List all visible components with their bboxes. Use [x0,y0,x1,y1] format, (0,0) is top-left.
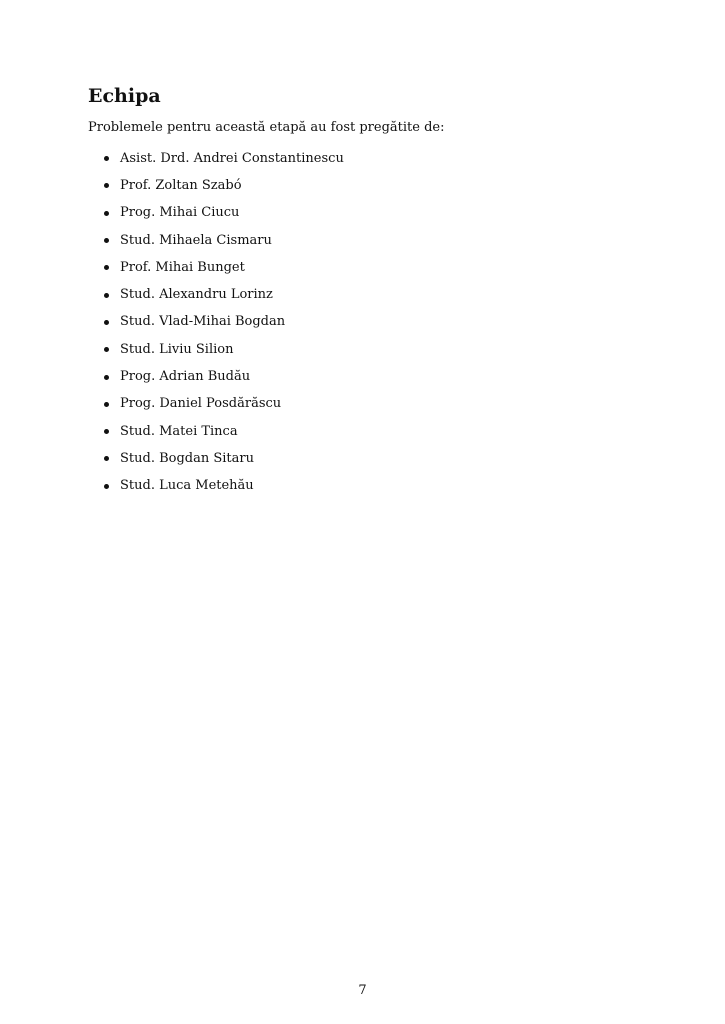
author-name: Stud. Liviu Silion [120,341,234,357]
author-name: Stud. Mihaela Cismaru [120,232,272,248]
author-name: Stud. Luca Metehău [120,478,254,494]
author-name: Prog. Daniel Posdărăscu [120,396,282,412]
bullet-icon [104,484,109,489]
bullet-icon [104,156,109,161]
bullet-icon [104,183,109,188]
author-name: Stud. Vlad-Mihai Bogdan [120,314,286,330]
section-title: Echipa [88,85,161,107]
author-name: Stud. Matei Tinca [120,423,238,439]
list-item [104,281,344,308]
list-item [104,145,344,172]
bullet-icon [104,429,109,434]
intro-text: Problemele pentru această etapă au fost pregătite de: [88,120,445,135]
author-name: Asist. Drd. Andrei Constantinescu [120,150,344,166]
bullet-icon [104,402,109,407]
bullet-icon [104,456,109,461]
author-name: Stud. Bogdan Sitaru [120,450,254,466]
bullet-icon [104,347,109,352]
bullet-icon [104,265,109,270]
list-item [104,418,344,445]
list-item [104,254,344,281]
list-item [104,473,344,500]
list-item [104,391,344,418]
list-item [104,336,344,363]
list-item [104,309,344,336]
author-name: Prog. Adrian Budău [120,369,251,385]
list-item [104,200,344,227]
bullet-icon [104,320,109,325]
author-name: Prof. Mihai Bunget [120,259,245,275]
bullet-icon [104,238,109,243]
bullet-icon [104,375,109,380]
bullet-icon [104,293,109,298]
page-number: 7 [358,983,367,998]
authors-list [104,145,344,500]
author-name: Prog. Mihai Ciucu [120,205,240,221]
bullet-icon [104,211,109,216]
author-name: Prof. Zoltan Szabó [120,177,242,193]
list-item [104,363,344,390]
list-item [104,227,344,254]
author-name: Stud. Alexandru Lorinz [120,287,273,303]
list-item [104,172,344,199]
list-item [104,445,344,472]
